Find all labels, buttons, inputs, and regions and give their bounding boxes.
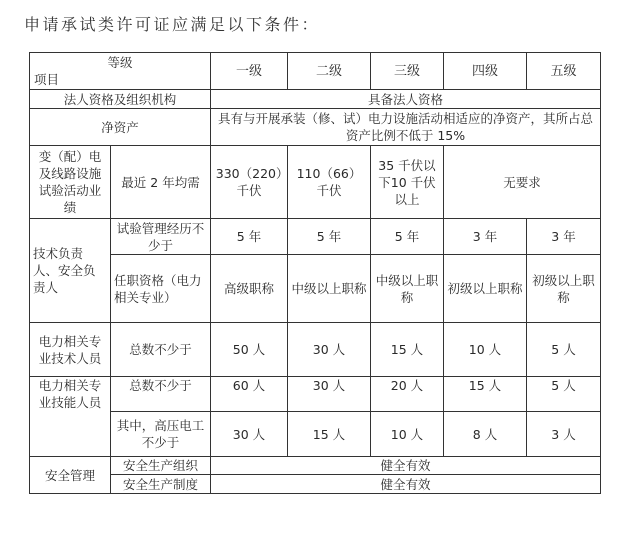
- tech-lead-qualification-grade-3: 中级以上职称: [371, 255, 444, 323]
- grade-header-3: 三级: [371, 53, 444, 90]
- skill-staff-total-grade-1: 60 人: [211, 377, 288, 412]
- corner-header-cell: [30, 53, 211, 90]
- skill-staff-electrician-grade-4: 8 人: [444, 412, 527, 457]
- skill-staff-total-grade-4: 15 人: [444, 377, 527, 412]
- grade-header-4: 四级: [444, 53, 527, 90]
- safety-system-row: [30, 475, 601, 494]
- grade-header-5: 五级: [527, 53, 601, 90]
- skill-staff-total-grade-2: 30 人: [288, 377, 371, 412]
- safety-system-label: 安全生产制度: [111, 475, 211, 494]
- performance-row: [30, 146, 601, 219]
- tech-staff-grade-1: 50 人: [211, 323, 288, 377]
- net-assets-label: 净资产: [30, 109, 211, 146]
- skill-staff-electrician-grade-3: 10 人: [371, 412, 444, 457]
- tech-lead-experience-grade-3: 5 年: [371, 219, 444, 255]
- skill-staff-electrician-row: [30, 412, 601, 457]
- page-heading: 申请承试类许可证应满足以下条件：: [24, 15, 321, 34]
- legal-label: 法人资格及组织机构: [30, 90, 211, 109]
- tech-lead-experience-grade-2: 5 年: [288, 219, 371, 255]
- performance-grade-4-5: 无要求: [444, 146, 601, 219]
- skill-staff-electrician-grade-5: 3 人: [527, 412, 601, 457]
- tech-lead-qualification-label: 任职资格（电力相关专业）: [111, 255, 211, 323]
- tech-lead-experience-grade-4: 3 年: [444, 219, 527, 255]
- tech-lead-qualification-grade-2: 中级以上职称: [288, 255, 371, 323]
- tech-lead-qualification-row: [30, 255, 601, 323]
- net-assets-row: [30, 109, 601, 146]
- skill-staff-total-grade-5: 5 人: [527, 377, 601, 412]
- tech-staff-grade-4: 10 人: [444, 323, 527, 377]
- tech-lead-experience-grade-5: 3 年: [527, 219, 601, 255]
- header-row: [30, 53, 601, 90]
- grade-label: 等级: [107, 55, 133, 70]
- performance-grade-1: 330（220）千伏: [211, 146, 288, 219]
- tech-staff-grade-5: 5 人: [527, 323, 601, 377]
- skill-staff-electrician-grade-1: 30 人: [211, 412, 288, 457]
- tech-lead-experience-label: 试验管理经历不少于: [111, 219, 211, 255]
- skill-staff-group-label: 电力相关专业技能人员: [30, 377, 111, 457]
- performance-grade-2: 110（66）千伏: [288, 146, 371, 219]
- tech-lead-qualification-grade-1: 高级职称: [211, 255, 288, 323]
- tech-staff-group-label: 电力相关专业技术人员: [30, 323, 111, 377]
- tech-staff-grade-2: 30 人: [288, 323, 371, 377]
- grade-header-1: 一级: [211, 53, 288, 90]
- net-assets-value: 具有与开展承装（修、试）电力设施活动相适应的净资产，其所占总资产比例不低于 15%: [211, 109, 601, 146]
- safety-group-label: 安全管理: [30, 457, 111, 494]
- safety-system-value: 健全有效: [211, 475, 601, 494]
- safety-organization-value: 健全有效: [211, 457, 601, 475]
- safety-organization-label: 安全生产组织: [111, 457, 211, 475]
- skill-staff-total-row: [30, 377, 601, 412]
- item-label: 项目: [34, 72, 60, 87]
- tech-lead-experience-grade-1: 5 年: [211, 219, 288, 255]
- tech-staff-grade-3: 15 人: [371, 323, 444, 377]
- legal-row: [30, 90, 601, 109]
- tech-lead-experience-row: [30, 219, 601, 255]
- safety-organization-row: [30, 457, 601, 475]
- performance-grade-3: 35 千伏以下10 千伏以上: [371, 146, 444, 219]
- performance-group-label: 变（配）电及线路设施试验活动业绩: [30, 146, 111, 219]
- performance-sub-label: 最近 2 年均需: [111, 146, 211, 219]
- skill-staff-total-grade-3: 20 人: [371, 377, 444, 412]
- grade-header-2: 二级: [288, 53, 371, 90]
- tech-staff-sub-label: 总数不少于: [111, 323, 211, 377]
- skill-staff-electrician-label: 其中，高压电工不少于: [111, 412, 211, 457]
- skill-staff-electrician-grade-2: 15 人: [288, 412, 371, 457]
- tech-lead-qualification-grade-4: 初级以上职称: [444, 255, 527, 323]
- tech-lead-qualification-grade-5: 初级以上职称: [527, 255, 601, 323]
- tech-staff-row: [30, 323, 601, 377]
- license-requirements-table: [29, 52, 601, 494]
- tech-lead-group-label: 技术负责人、安全负责人: [30, 219, 111, 323]
- skill-staff-total-label: 总数不少于: [111, 377, 211, 412]
- legal-value: 具备法人资格: [211, 90, 601, 109]
